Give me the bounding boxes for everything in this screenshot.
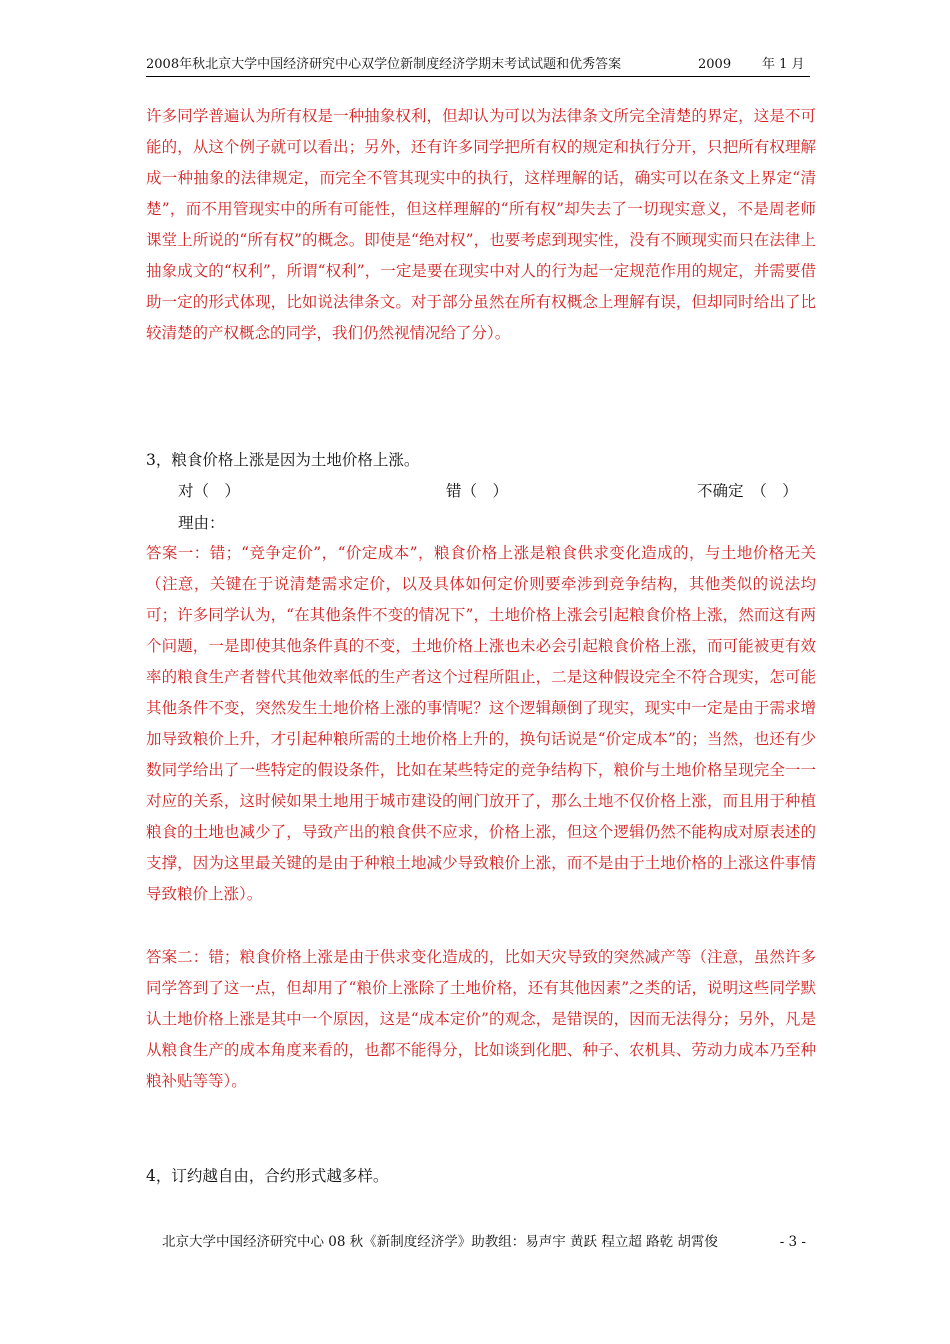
question3-options — [0, 476, 950, 507]
footer-text: 北京大学中国经济研究中心 08 秋《新制度经济学》助教组：易声宇 黄跃 程立超 路乾 胡霄俊 — [162, 1234, 718, 1250]
header-month: 年 1 月 — [762, 57, 805, 72]
option-true: 对（ ） — [178, 482, 241, 500]
question4-title: 4，订约越自由，合约形式越多样。 — [146, 1167, 389, 1185]
question3-title: 3，粮食价格上涨是因为土地价格上涨。 — [146, 451, 420, 469]
option-false: 错（ ） — [446, 482, 509, 500]
answer-two: 答案二：错；粮食价格上涨是由于供求变化造成的，比如天灾导致的突然减产等（注意，虽然许多同学答到了这一点，但却用了“粮价上涨除了土地价格，还有其他因素”之类的话，说明这些同学默认土地价格上涨是其中一个原因，这是“成本定价”的观念，是错误的，因而无法得分；另外，凡是从粮食生产的成本角度来看的，也都不能得分，比如谈到化肥、种子、农机具、劳动力成本乃至种粮补贴等等）。 — [146, 948, 816, 1090]
page-footer — [162, 1232, 812, 1252]
intro-paragraph: 许多同学普遍认为所有权是一种抽象权利，但却认为可以为法律条文所完全清楚的界定，这是不可能的，从这个例子就可以看出；另外，还有许多同学把所有权的规定和执行分开，只把所有权理解成一种抽象的法律规定，而完全不管其现实中的执行，这样理解的话，确实可以在条文上界定“清楚”，而不用管现实中的所有可能性，但这样理解的“所有权”却失去了一切现实意义，不是周老师课堂上所说的“所有权”的概念。即使是“绝对权”，也要考虑到现实性，没有不顾现实而只在法律上抽象成文的“权利”，所谓“权利”，一定是要在现实中对人的行为起一定规范作用的规定，并需要借助一定的形式体现，比如说法律条文。对于部分虽然在所有权概念上理解有误，但却同时给出了比较清楚的产权概念的同学，我们仍然视情况给了分）。 — [146, 107, 816, 342]
option-uncertain: 不确定 （ ） — [697, 482, 798, 500]
header-year: 2009 — [698, 57, 732, 72]
page-header — [146, 56, 810, 77]
header-title: 2008年秋北京大学中国经济研究中心双学位新制度经济学期末考试试题和优秀答案 — [146, 57, 622, 72]
answer-one: 答案一：错；“竞争定价”，“价定成本”，粮食价格上涨是粮食供求变化造成的，与土地价格无关（注意，关键在于说清楚需求定价，以及具体如何定价则要牵涉到竞争结构，其他类似的说法均可；许多同学认为，“在其他条件不变的情况下”，土地价格上涨会引起粮食价格上涨，然而这有两个问题，一是即使其他条件真的不变，土地价格上涨也未必会引起粮食价格上涨，而可能被更有效率的粮食生产者替代其他效率低的生产者这个过程所阻止，二是这种假设完全不符合现实，怎可能其他条件不变，突然发生土地价格上涨的事情呢？这个逻辑颠倒了现实，现实中一定是由于需求增加导致粮价上升，才引起种粮所需的土地价格上升的，换句话说是“价定成本”的；当然，也还有少数同学给出了一些特定的假设条件，比如在某些特定的竞争结构下，粮价与土地价格呈现完全一一对应的关系，这时候如果土地用于城市建设的闸门放开了，那么土地不仅价格上涨，而且用于种植粮食的土地也减少了，导致产出的粮食供不应求，价格上涨，但这个逻辑仍然不能构成对原表述的支撑，因为这里最关键的是由于种粮土地减少导致粮价上涨，而不是由于土地价格的上涨这件事情导致粮价上涨）。 — [146, 544, 816, 903]
reason-label: 理由： — [178, 514, 225, 532]
page-number: - 3 - — [779, 1234, 806, 1250]
